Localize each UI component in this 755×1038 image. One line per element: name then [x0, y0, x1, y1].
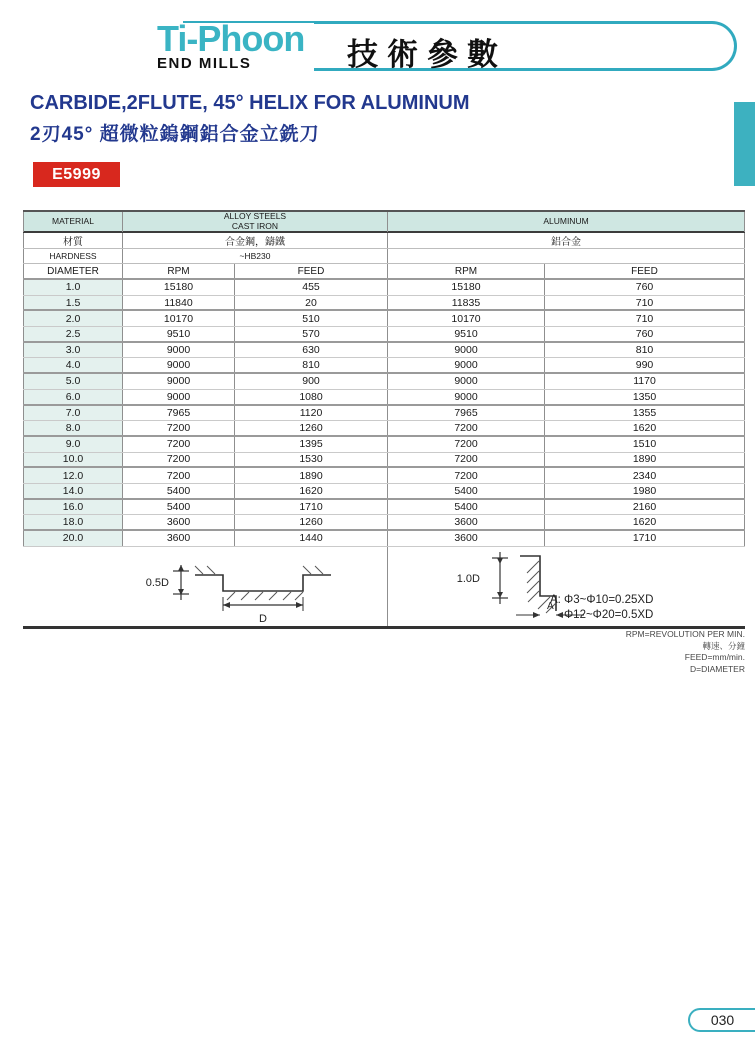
cell-alloy-rpm: 7965	[123, 406, 235, 421]
cell-alloy-feed: 1120	[235, 406, 388, 421]
table-row	[23, 390, 745, 406]
cell-diameter: 18.0	[23, 515, 123, 529]
cell-aluminum-feed: 760	[545, 280, 745, 295]
table-row	[23, 437, 745, 453]
cell-diameter: 20.0	[23, 531, 123, 546]
cell-diameter: 3.0	[23, 343, 123, 358]
cell-diameter: 1.0	[23, 280, 123, 295]
cell-aluminum-rpm: 9000	[388, 374, 545, 389]
aluminum-rpm-header: RPM	[388, 264, 545, 278]
cell-aluminum-rpm: 3600	[388, 531, 545, 546]
cell-aluminum-feed: 990	[545, 358, 745, 372]
section-side-tab	[734, 102, 755, 186]
cutting-diagrams	[23, 547, 745, 629]
table-row	[23, 484, 745, 500]
table-row	[23, 327, 745, 343]
cell-aluminum-feed: 1170	[545, 374, 745, 389]
cell-aluminum-feed: 2340	[545, 468, 745, 483]
cell-diameter: 8.0	[23, 421, 123, 435]
cell-diameter: 1.5	[23, 296, 123, 310]
table-row	[23, 515, 745, 531]
legend-notes	[626, 629, 745, 675]
alloy-steels-zh: 合金鋼，鑄鐵	[123, 233, 388, 248]
cell-aluminum-feed: 1355	[545, 406, 745, 421]
table-row	[23, 374, 745, 390]
cell-diameter: 7.0	[23, 406, 123, 421]
cell-alloy-feed: 1440	[235, 531, 388, 546]
product-title-en: CARBIDE,2FLUTE, 45° HELIX FOR ALUMINUM	[30, 92, 470, 114]
cell-alloy-feed: 1890	[235, 468, 388, 483]
cell-alloy-feed: 630	[235, 343, 388, 358]
hardness-label: HARDNESS	[23, 249, 123, 263]
cell-diameter: 10.0	[23, 453, 123, 467]
table-row	[23, 358, 745, 374]
brand-logo: Ti-Phoon	[157, 17, 305, 59]
table-row	[23, 280, 745, 296]
alloy-steels-header	[123, 212, 388, 232]
cell-aluminum-rpm: 11835	[388, 296, 545, 310]
table-row	[23, 421, 745, 437]
cell-alloy-rpm: 9510	[123, 327, 235, 341]
aluminum-hardness-value	[388, 249, 745, 263]
cell-aluminum-rpm: 9510	[388, 327, 545, 341]
cell-aluminum-rpm: 7200	[388, 468, 545, 483]
side-note-1: A: Φ3~Φ10=0.25XD	[550, 593, 654, 606]
cell-aluminum-rpm: 3600	[388, 515, 545, 529]
cell-alloy-feed: 1260	[235, 421, 388, 435]
product-title-zh: 2刃45° 超微粒鎢鋼鋁合金立銑刀	[30, 124, 320, 145]
cell-diameter: 6.0	[23, 390, 123, 404]
table-body	[23, 280, 745, 547]
cell-aluminum-feed: 1510	[545, 437, 745, 452]
cell-aluminum-rpm: 7965	[388, 406, 545, 421]
cell-alloy-feed: 455	[235, 280, 388, 295]
table-row	[23, 468, 745, 484]
alloy-feed-header: FEED	[235, 264, 388, 278]
cell-alloy-rpm: 10170	[123, 311, 235, 326]
slot-width-label: D	[259, 612, 267, 625]
column-header-row	[23, 264, 745, 280]
cell-aluminum-feed: 1620	[545, 421, 745, 435]
brand-block	[157, 17, 314, 75]
page-number: 030	[710, 1012, 735, 1028]
cell-aluminum-rpm: 7200	[388, 421, 545, 435]
cell-alloy-feed: 570	[235, 327, 388, 341]
cell-alloy-feed: 510	[235, 311, 388, 326]
cell-alloy-rpm: 7200	[123, 468, 235, 483]
cell-alloy-rpm: 11840	[123, 296, 235, 310]
cell-aluminum-feed: 1890	[545, 453, 745, 467]
table-row	[23, 531, 745, 547]
cell-aluminum-feed: 810	[545, 343, 745, 358]
note-rpm: RPM=REVOLUTION PER MIN.	[625, 629, 745, 639]
cell-aluminum-feed: 1710	[545, 531, 745, 546]
diameter-label: DIAMETER	[23, 264, 123, 278]
cell-alloy-feed: 810	[235, 358, 388, 372]
cell-aluminum-feed: 710	[545, 296, 745, 310]
cell-aluminum-rpm: 5400	[388, 500, 545, 515]
slot-depth-label: 0.5D	[145, 576, 169, 589]
cell-alloy-rpm: 3600	[123, 515, 235, 529]
cell-alloy-rpm: 5400	[123, 484, 235, 498]
aluminum-header: ALUMINUM	[388, 212, 745, 232]
cell-alloy-feed: 1395	[235, 437, 388, 452]
table-row	[23, 500, 745, 516]
cell-alloy-feed: 1710	[235, 500, 388, 515]
cell-aluminum-rpm: 9000	[388, 343, 545, 358]
side-width-label: A	[547, 600, 554, 612]
aluminum-zh: 鋁合金	[388, 233, 745, 248]
cell-alloy-rpm: 15180	[123, 280, 235, 295]
cell-aluminum-feed: 710	[545, 311, 745, 326]
cell-aluminum-rpm: 9000	[388, 390, 545, 404]
cell-diameter: 5.0	[23, 374, 123, 389]
table-row	[23, 343, 745, 359]
note-rpm-zh: 轉速、分鐘	[702, 640, 745, 651]
table-row	[23, 296, 745, 312]
cell-aluminum-feed: 2160	[545, 500, 745, 515]
alloy-rpm-header: RPM	[123, 264, 235, 278]
table-row	[23, 453, 745, 469]
page-title: 技術參數	[347, 37, 507, 72]
slot-milling-diagram	[23, 547, 388, 626]
hardness-row	[23, 249, 745, 264]
note-feed: FEED=mm/min.	[684, 652, 745, 662]
cell-alloy-rpm: 7200	[123, 421, 235, 435]
parameters-table	[23, 210, 745, 629]
note-diameter: D=DIAMETER	[689, 663, 745, 674]
cell-alloy-feed: 20	[235, 296, 388, 310]
cell-alloy-feed: 1080	[235, 390, 388, 404]
side-note-2: Φ12~Φ20=0.5XD	[564, 608, 654, 621]
alloy-hardness-value: ~HB230	[123, 249, 388, 263]
table-row	[23, 406, 745, 422]
side-milling-diagram	[388, 547, 745, 626]
table-row	[23, 311, 745, 327]
page-number-pill	[688, 1008, 755, 1032]
cell-diameter: 2.0	[23, 311, 123, 326]
cell-aluminum-rpm: 5400	[388, 484, 545, 498]
cell-aluminum-feed: 760	[545, 327, 745, 341]
cell-alloy-feed: 1620	[235, 484, 388, 498]
cell-alloy-rpm: 9000	[123, 390, 235, 404]
brand-subtitle: END MILLS	[157, 55, 252, 72]
material-zh-label: 材質	[23, 233, 123, 248]
material-label: MATERIAL	[23, 212, 123, 232]
cell-alloy-rpm: 9000	[123, 374, 235, 389]
material-header-row	[23, 210, 745, 233]
alloy-steels-line2: CAST IRON	[231, 220, 279, 231]
cell-aluminum-feed: 1620	[545, 515, 745, 529]
cell-aluminum-feed: 1350	[545, 390, 745, 404]
cell-aluminum-rpm: 9000	[388, 358, 545, 372]
cell-alloy-feed: 1260	[235, 515, 388, 529]
cell-alloy-rpm: 7200	[123, 453, 235, 467]
cell-alloy-rpm: 9000	[123, 343, 235, 358]
cell-diameter: 12.0	[23, 468, 123, 483]
cell-aluminum-rpm: 7200	[388, 453, 545, 467]
cell-alloy-rpm: 5400	[123, 500, 235, 515]
cell-diameter: 2.5	[23, 327, 123, 341]
cell-alloy-rpm: 9000	[123, 358, 235, 372]
cell-aluminum-rpm: 7200	[388, 437, 545, 452]
cell-alloy-rpm: 3600	[123, 531, 235, 546]
cell-aluminum-rpm: 15180	[388, 280, 545, 295]
side-depth-label: 1.0D	[456, 572, 480, 585]
aluminum-feed-header: FEED	[545, 264, 745, 278]
alloy-steels-line1: ALLOY STEELS	[223, 211, 287, 221]
material-zh-row	[23, 233, 745, 249]
cell-alloy-feed: 900	[235, 374, 388, 389]
cell-diameter: 16.0	[23, 500, 123, 515]
header-banner	[157, 17, 737, 72]
model-number-badge: E5999	[33, 162, 120, 187]
cell-diameter: 9.0	[23, 437, 123, 452]
cell-diameter: 4.0	[23, 358, 123, 372]
cell-alloy-rpm: 7200	[123, 437, 235, 452]
cell-alloy-feed: 1530	[235, 453, 388, 467]
cell-aluminum-feed: 1980	[545, 484, 745, 498]
cell-aluminum-rpm: 10170	[388, 311, 545, 326]
cell-diameter: 14.0	[23, 484, 123, 498]
